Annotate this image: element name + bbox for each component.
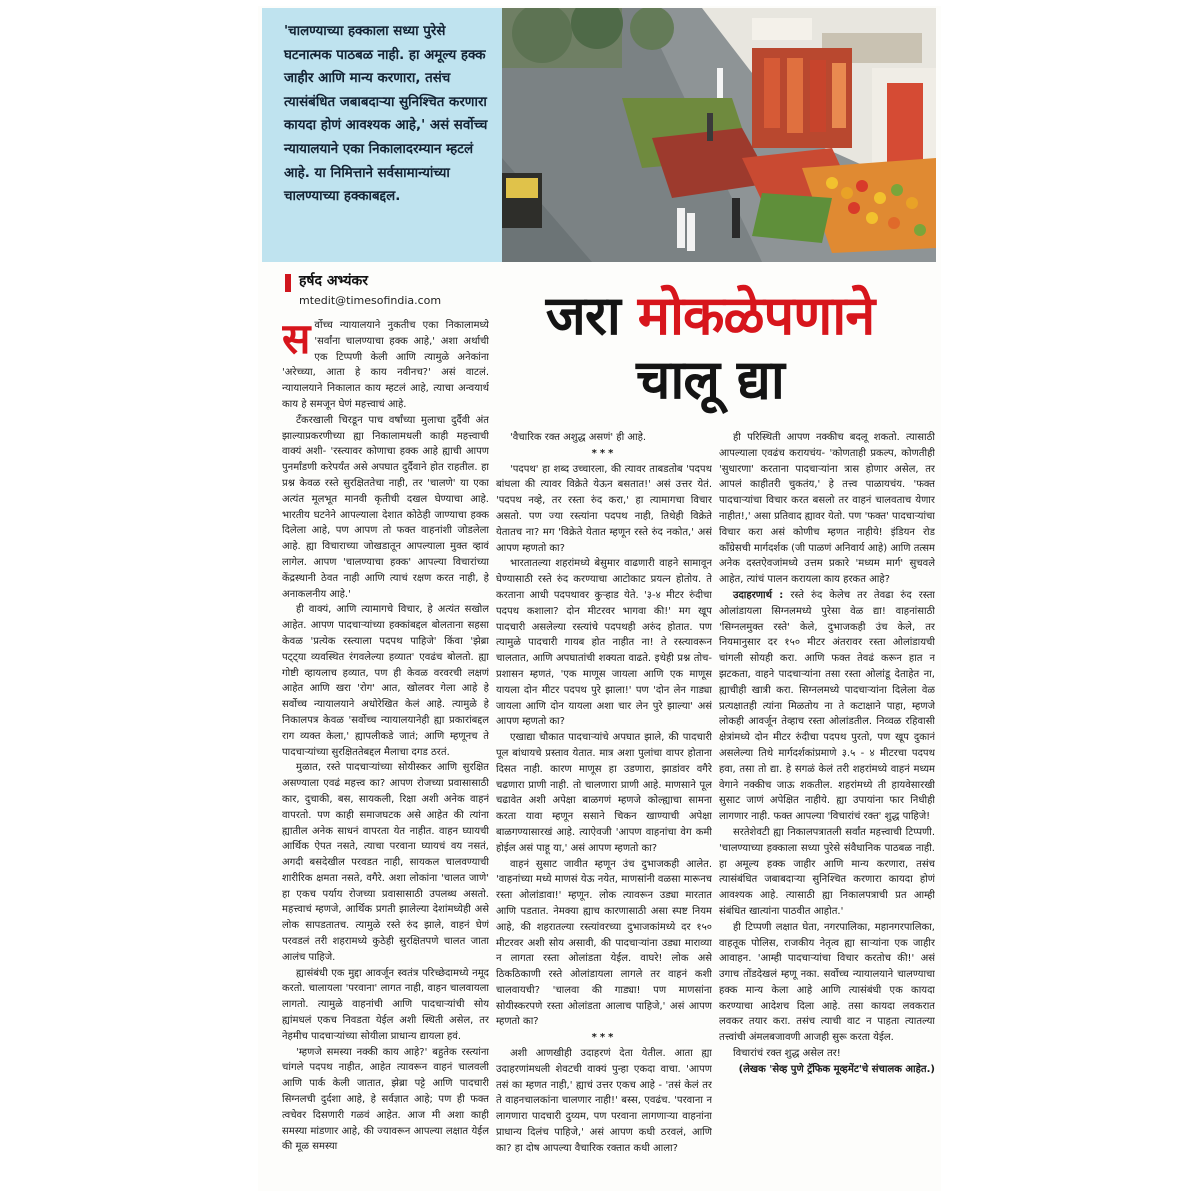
article-paragraph: 'वैचारिक रक्त अशुद्ध असणं' ही आहे. — [510, 432, 647, 443]
paragraph-text: रस्ते रुंद केलेच तर तेवढा रुंद रस्ता ओलांडायला सिग्नलमध्ये पुरेसा वेळ द्या! वाहनांसाठी 'सिग्नलमुक्त रस्ते' केले, दुभाजकही उंच केले, तर नियमानुसार दर १५० मीटर अंतरावर रस्ता ओलांडायची चांगली सोयही करा. आणि फक्त तेवढं करून हात न झटकता, वाहने पादचाऱ्यांना तसा रस्ता ओलांडू देताहेत ना, ह्याचीही खात्री करा. सिग्नलमध्ये पादचाऱ्यांना दिलेला वेळ प्रत्यक्षातही त्यांना मिळतोय ना ते कटाक्षाने पाहा, म्हणजे लोकही आवर्जून तेव्हाच रस्ता ओलांडतील. निव्वळ रहिवासी क्षेत्रांमध्ये दोन मीटर रुंदीचा पदपथ पुरतो, पण खूप दुकानं असलेल्या तिथे मार्गदर्शकांप्रमाणे ३.५ - ४ मीटरचा पदपथ हवा, तसा तो द्या. हे सगळं केलं तरी शहरांमध्ये वाहनं मध्यम वेगाने नक्कीच जाऊ शकतील. शहरांमध्ये ती हायवेसारखी सुसाट जाणं अपेक्षित नाहीये. ह्या उपायांना फार निधीही लागणार नाही. फक्त आपल्या 'विचारांचं रक्त' शुद्ध पाहिजे! — [719, 589, 935, 823]
example-lead: उदाहरणार्थ : — [733, 589, 784, 601]
author-note: (लेखक 'सेव्ह पुणे ट्रॅफिक मूव्हमेंट'चे संचालक आहेत.) — [738, 1063, 935, 1075]
article-paragraph: मुळात, रस्ते पादचाऱ्यांच्या सोयीस्कर आणि सुरक्षित असण्याला एवढं महत्त्व का? आपण रोजच्या प्रवासासाठी कार, दुचाकी, बस, सायकली, रिक्षा अशी अनेक वाहनं वापरतो. पण काही समाजघटक असे आहेत की त्यांना ह्यातील अनेक साधनं वापरता येत नाहीत. वाहन घ्यायची आर्थिक ऐपत नसते, त्याचा परवाना घ्यायचं वय नसतं, अगदी बसदेखील परवडत नाही, सायकल चालवण्याची शारीरिक क्षमता नसते, वगैरे. अशा लोकांना 'चालत जाणे' हा एकच पर्याय रोजच्या प्रवासासाठी उपलब्ध असतो. महत्त्वाचं म्हणजे, आर्थिक प्रगती झालेल्या देशांमध्येही असे लोक सापडतातच. त्यामुळे रस्ते रुंद झाले, वाहनं घेणं परवडलं तरी शहरामध्ये कुठेही सुरक्षितपणे चालत जाता आलंच पाहिजे. — [282, 762, 489, 963]
author-email: mtedit@timesofindia.com — [299, 294, 442, 307]
article-paragraph: ही टिप्पणी लक्षात घेता, नगरपालिका, महानगरपालिका, वाहतूक पोलिस, राजकीय नेतृत्व ह्या साऱ्यांना एक जाहीर आवाहन. 'आम्ही पादचाऱ्यांचा विचार करतोच की!' असं उगाच तोंडदेखलं म्हणू नका. सर्वोच्च न्यायालयाने चालण्याचा हक्क मान्य केला आहे आणि त्यासंबंधी एक कायदा करण्याचा आदेशच दिला आहे. तसा कायदा लवकरात लवकर तयार करा. तसंच त्याची वाट न पाहता त्यातल्या तत्त्वांची अंमलबजावणी आजही सुरू करता येईल. — [719, 921, 935, 1044]
drop-cap: स — [282, 318, 311, 363]
article-paragraph: 'पदपथ' हा शब्द उच्चारला, की त्यावर ताबडतोब 'पदपथ बांधला की त्यावर विक्रेते येऊन बसतात!' असं उत्तर येतं. 'पदपथ नव्हे, तर रस्ता रुंद करा,' हा त्यामागचा विचार असतो. पण ज्या रस्त्यांना पदपथ नाही, तिथेही विक्रेते येतातच ना? मग 'विक्रेते येतात म्हणून रस्ते रुंद नकोत,' असं आपण म्हणतो का? — [496, 463, 712, 554]
headline — [490, 284, 930, 412]
headline-line-1 — [490, 284, 930, 348]
article-paragraph — [719, 588, 935, 825]
section-separator: *** — [591, 447, 617, 459]
street-market-photo — [502, 8, 936, 262]
article-paragraph: टँकरखाली चिरडून पाच वर्षांच्या मुलाचा दुर्दैवी अंत झाल्याप्रकरणीच्या ह्या निकालामधली काही महत्त्वाची वाक्यं अशी- 'रस्त्यावर कोणाचा हक्क आहे ह्याची आपण पुनर्मांडणी करेपर्यंत असे अपघात दुर्दैवाने होत राहतील. हा प्रश्न केवळ रस्ते सुरक्षिततेचा नाही, तर 'चालणे' या एका अत्यंत मूलभूत मानवी कृतीची दखल घेण्याचा आहे. भारतीय घटनेने आपल्याला देशात कोठेही जाण्याचा हक्क दिलेला आहे, पण आपण तो फक्त वाहनांशी जोडलेला आहे. ह्या विचाराच्या जोखडातून आपल्याला मुक्त व्हावं लागेल. आपण 'चालण्याचा हक्क' आपल्या विचारांच्या केंद्रस्थानी ठेवत नाही आणि त्याचं रक्षण करत नाही, हे अनाकलनीय आहे.' — [282, 414, 489, 600]
article-paragraph: अशी आणखीही उदाहरणं देता येतील. आता ह्या उदाहरणांमधली शेवटची वाक्यं पुन्हा एकदा वाचा. 'आपण तसं का म्हणत नाही,' ह्याचं उत्तर एकच आहे - 'तसं केलं तर ते वाहनचालकांना चालणार नाही!' बस्स, एवढंच. 'परवाना न लागणारा पादचारी दुय्यम, पण परवाना लागणाऱ्या वाहनांना प्राधान्य दिलंच पाहिजे,' असं आपण कधी ठरवलं, आणि का? हा दोष आपल्या वैचारिक रक्तात कधी आला? — [496, 1048, 712, 1154]
article-column-1 — [282, 318, 489, 1186]
article-paragraph: ही परिस्थिती आपण नक्कीच बदलू शकतो. त्यासाठी आपल्याला एवढंच करायचंय- 'कोणताही प्रकल्प, कोणतीही 'सुधारणा' करताना पादचाऱ्यांना त्रास होणार असेल, तर आपलं काहीतरी चुकतंय,' हे तत्त्व पाळायचंय. 'फक्त पादचाऱ्यांचा विचार करत बसलो तर वाहनं चालवताच येणार नाहीत!,' असा प्रतिवाद ह्यावर येतो. पण 'फक्त' पादचाऱ्यांचा विचार करा असं कोणीच म्हणत नाहीये! इंडियन रोड काँग्रेसची मार्गदर्शक (जी पाळणं अनिवार्य आहे) आणि तत्सम अनेक दस्तऐवजांमध्ये उत्तम प्रकारे 'मध्यम मार्ग' सुचवले आहेत, त्यांचं पालन करायला काय हरकत आहे? — [719, 432, 935, 586]
author-name: हर्षद अभ्यंकर — [299, 273, 368, 289]
headline-word-black: जरा — [545, 284, 638, 347]
article-paragraph: 'म्हणजे समस्या नक्की काय आहे?' बहुतेक रस्त्यांना चांगले पदपथ नाहीत, आहेत त्यावरून वाहनं चालवली आणि पार्क केली जातात, झेब्रा पट्टे आणि पादचारी सिग्नलची दुर्दशा आहे, हे सर्वज्ञात आहे; पण ही फक्त त्वचेवर दिसणारी गळवं आहेत. आज मी अशा काही समस्या मांडणार आहे, की ज्यावरून आपल्या लक्षात येईल की मूळ समस्या — [282, 1046, 489, 1153]
article-column-2 — [496, 430, 712, 1190]
article-paragraph: ही वाक्यं, आणि त्यामागचे विचार, हे अत्यंत सखोल आहेत. आपण पादचाऱ्यांच्या हक्कांबद्दल बोलताना सहसा केवळ 'प्रत्येक रस्त्याला पदपथ पाहिजे' किंवा 'झेब्रा पट्ट्या व्यवस्थित रंगवलेल्या हव्यात' एवढंच बोलतो. ह्या गोष्टी व्हायलाच हव्यात, पण ही केवळ वरवरची लक्षणं आहेत आणि खरा 'रोग' आत, खोलवर गेला आहे हे सर्वोच्च न्यायालयाने अधोरेखित केलं आहे. त्यामुळे हे निकालपत्र केवळ 'सर्वोच्च न्यायालयानेही ह्या प्रकारांबद्दल राग व्यक्त केला,' ह्यापलीकडे जातं; आणि म्हणूनच ते पादचाऱ्यांच्या सुरक्षिततेबद्दल मैलाचा दगड ठरतं. — [282, 604, 489, 758]
article-paragraph: विचारांचं रक्त शुद्ध असेल तर! — [733, 1048, 841, 1060]
article-paragraph: सरतेशेवटी ह्या निकालपत्रातली सर्वांत महत्त्वाची टिप्पणी. 'चालण्याच्या हक्काला सध्या पुरेसे संवैधानिक पाठबळ नाही. हा अमूल्य हक्क जाहीर आणि मान्य करणारा, तसंच त्यासंबंधित जबाबदाऱ्या सुनिश्चित करणारा कायदा होणं आवश्यक आहे. त्यासाठी ह्या निकालपत्राची प्रत आम्ही संबंधित खात्यांना पाठवीत आहोत.' — [719, 826, 935, 917]
byline-accent-bar — [285, 274, 291, 292]
article-paragraph: भारतातल्या शहरांमध्ये बेसुमार वाढणारी वाहने सामावून घेण्यासाठी रस्ते रुंद करण्याचा आटोकाट प्रयत्न होतोय. ते करताना आधी पदपथावर कुऱ्हाड येते. '३-४ मीटर रुंदीचा पदपथ कशाला? दोन मीटरवर भागवा की!' मग खूप पादचारी असलेल्या रस्त्यांचे पदपथही अरुंद होतात. पण त्यामुळे पादचारी गायब होत नाहीत ना! ते रस्त्यावरून चालतात, आणि अपघातांची शक्यता वाढते. इथेही प्रश्न तोच- प्रशासन म्हणतं, 'एक माणूस जायला आणि एक माणूस यायला दोन मीटर पदपथ पुरे झाला!' पण 'दोन लेन गाड्या जायला आणि दोन यायला अशा चार लेन पुरे झाल्या' असं आपण म्हणतो का? — [496, 558, 712, 728]
article-column-3 — [719, 430, 935, 1190]
paragraph-text: र्वोच्च न्यायालयाने नुकतीच एका निकालामध्ये 'सर्वांना चालण्याचा हक्क आहे,' अशा अर्थाची एक टिप्पणी केली आणि त्यामुळे अनेकांना 'अरेच्च्या, आता हे काय नवीनच?' असं वाटलं. न्यायालयाने निकालात काय म्हटलं आहे, त्याचा अन्वयार्थ काय हे समजून घेणं महत्त्वाचं आहे. — [282, 320, 489, 410]
section-separator: *** — [591, 1032, 617, 1044]
article-paragraph: वाहनं सुसाट जावीत म्हणून उंच दुभाजकही आलेत. 'वाहनांच्या मध्ये माणसं येऊ नयेत, माणसांनी वळसा मारूनच रस्ता ओलांडावा!' म्हणून. लोक त्यावरून उड्या मारतात आणि पडतात. नेमक्या ह्याच कारणासाठी असा स्पष्ट नियम आहे, की शहरातल्या रस्त्यांवरच्या दुभाजकांमध्ये दर १५० मीटरवर अशी सोय असावी, की पादचाऱ्यांना उड्या माराव्या न लागता रस्ता ओलांडता येईल. वाघरे! लोक असे ठिकठिकाणी रस्ते ओलांडायला लागले तर वाहनं कशी चालवायची? 'चालवा की गाड्या! पण माणसांना सोयीस्करपणे रस्ता ओलांडता आलाच पाहिजे,' असं आपण म्हणतो का? — [496, 858, 712, 1028]
headline-word-red: मोकळेपणाने — [637, 284, 875, 347]
article-paragraph: ह्यासंबंधी एक मुद्दा आवर्जून स्वतंत्र परिच्छेदामध्ये नमूद करतो. चालायला 'परवाना' लागत नाही, वाहन चालवायला लागतो. त्यामुळे वाहनांची आणि पादचाऱ्यांची सोय ह्यांमधलं एकच निवडता येईल अशी स्थिती असेल, तर नेहमीच पादचाऱ्यांच्या सोयीला प्राधान्य द्यायला हवं. — [282, 967, 489, 1042]
pull-quote: 'चालण्याच्या हक्काला सध्या पुरेसे घटनात्मक पाठबळ नाही. हा अमूल्य हक्क जाहीर आणि मान्य करणारा, तसंच त्यासंबंधित जबाबदाऱ्या सुनिश्चित करणारा कायदा होणं आवश्यक आहे,' असं सर्वोच्च न्यायालयाने एका निकालादरम्यान म्हटलं आहे. या निमित्ताने सर्वसामान्यांच्या चालण्याच्या हक्काबद्दल. — [284, 24, 488, 205]
article-paragraph — [282, 318, 489, 413]
headline-line-2: चालू द्या — [636, 348, 784, 411]
article-paragraph: एखाद्या चौकात पादचाऱ्यांचे अपघात झाले, की पादचारी पूल बांधायचे प्रस्ताव येतात. मात्र अशा पुलांचा वापर होताना दिसत नाही. कारण माणूस हा उडणारा, झाडांवर वगैरे चढणारा प्राणी नाही. तो चालणारा प्राणी आहे. माणसाने पूल चढावेत अशी अपेक्षा बाळगणं म्हणजे कोल्ह्याचा सामना करता यावा म्हणून ससाने चिकन खाण्याची अपेक्षा बाळगण्यासारखं आहे. त्याऐवजी 'आपण वाहनांचा वेग कमी होईल असं पाहू या,' असं आपण म्हणतो का? — [496, 732, 712, 854]
pull-quote-box — [262, 8, 502, 262]
